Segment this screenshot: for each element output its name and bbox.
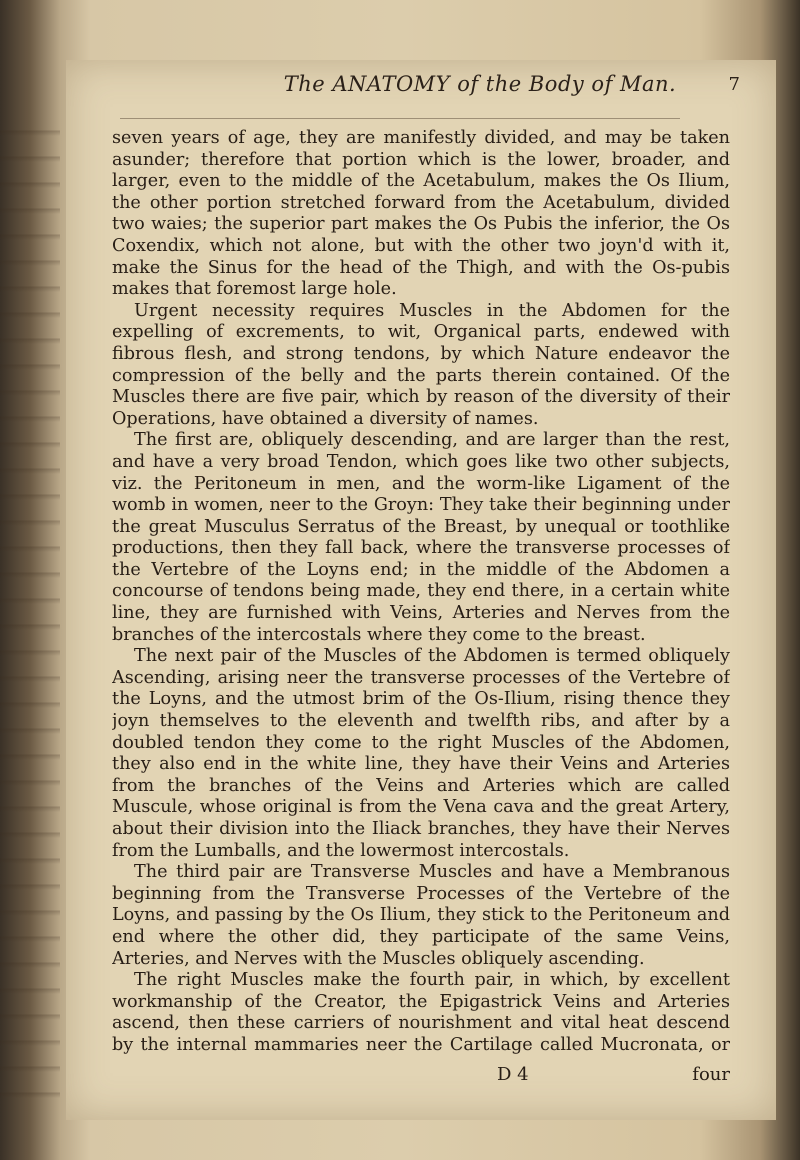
catchword: four: [692, 1064, 730, 1085]
signature-mark: D 4: [497, 1064, 529, 1085]
paragraph-6: The right Muscles make the fourth pair, in which, by excellent workmanship of the Creator, the Epigastrick Veins and Arteries ascend, then these carriers of nourishment and vital heat descend by the internal mammaries neer the Cartilage called Mucronata, or: [112, 970, 730, 1055]
body-text: [112, 128, 730, 1058]
paragraph-3: The first are, obliquely descending, and are larger than the rest, and have a very broad Tendon, which goes like two other subjects, viz. the Peritoneum in men, and the worm-like Ligament of the womb in women, neer to the Groyn: They take their beginning under the great Musculus Serratus of the Breast, by unequal or toothlike productions, then they fall back, where the transverse processes of the Vertebre of the Loyns end; in the middle of the Abdomen a concourse of tendons being made, they end there, in a certain white line, they are furnished with Veins, Arteries and Nerves from the branches of the intercostals where they come to the breast.: [112, 430, 730, 645]
page-number: 7: [728, 74, 740, 95]
page-footer: [112, 1064, 730, 1088]
paragraph-4: The next pair of the Muscles of the Abdomen is termed obliquely Ascending, arising neer the transverse processes of the Vertebre of the Loyns, and the utmost brim of the Os-Ilium, rising thence they joyn themselves to the eleventh and twelfth ribs, and after by a doubled tendon they come to the right Muscles of the Abdomen, they also end in the white line, they have their Veins and Arteries from the branches of the Veins and Arteries which are called Muscule, whose original is from the Vena cava and the great Artery, about their division into the Iliack branches, they have their Nerves from the Lumballs, and the lowermost intercostals.: [112, 646, 730, 861]
page-header: [120, 72, 740, 106]
header-rule: [120, 118, 680, 119]
running-head: The ANATOMY of the Body of Man.: [283, 72, 677, 96]
paragraph-5: The third pair are Transverse Muscles and have a Membranous beginning from the Transverse Processes of the Vertebre of the Loyns, and passing by the Os Ilium, they stick to the Peritoneum and end where the other did, they participate of the same Veins, Arteries, and Nerves with the Muscles obliquely ascending.: [112, 862, 730, 969]
paragraph-2: Urgent necessity requires Muscles in the Abdomen for the expelling of excrements, to wit, Organical parts, endewed with fibrous flesh, and strong tendons, by which Nature endeavor the compression of the belly and the parts therein contained. Of the Muscles there are five pair, which by reason of the diversity of their Operations, have obtained a diversity of names.: [112, 300, 730, 429]
paragraph-1: seven years of age, they are manifestly divided, and may be taken asunder; therefore that portion which is the lower, broader, and larger, even to the middle of the Acetabulum, makes the Os Ilium, the other portion stretched forward from the Acetabulum, divided two waies; the superior part makes the Os Pubis the inferior, the Os Coxendix, which not alone, but with the other two joyn'd with it, make the Sinus for the head of the Thigh, and with the Os-pubis makes that foremost large hole.: [112, 128, 730, 300]
facing-page-bleed: [0, 110, 60, 1110]
